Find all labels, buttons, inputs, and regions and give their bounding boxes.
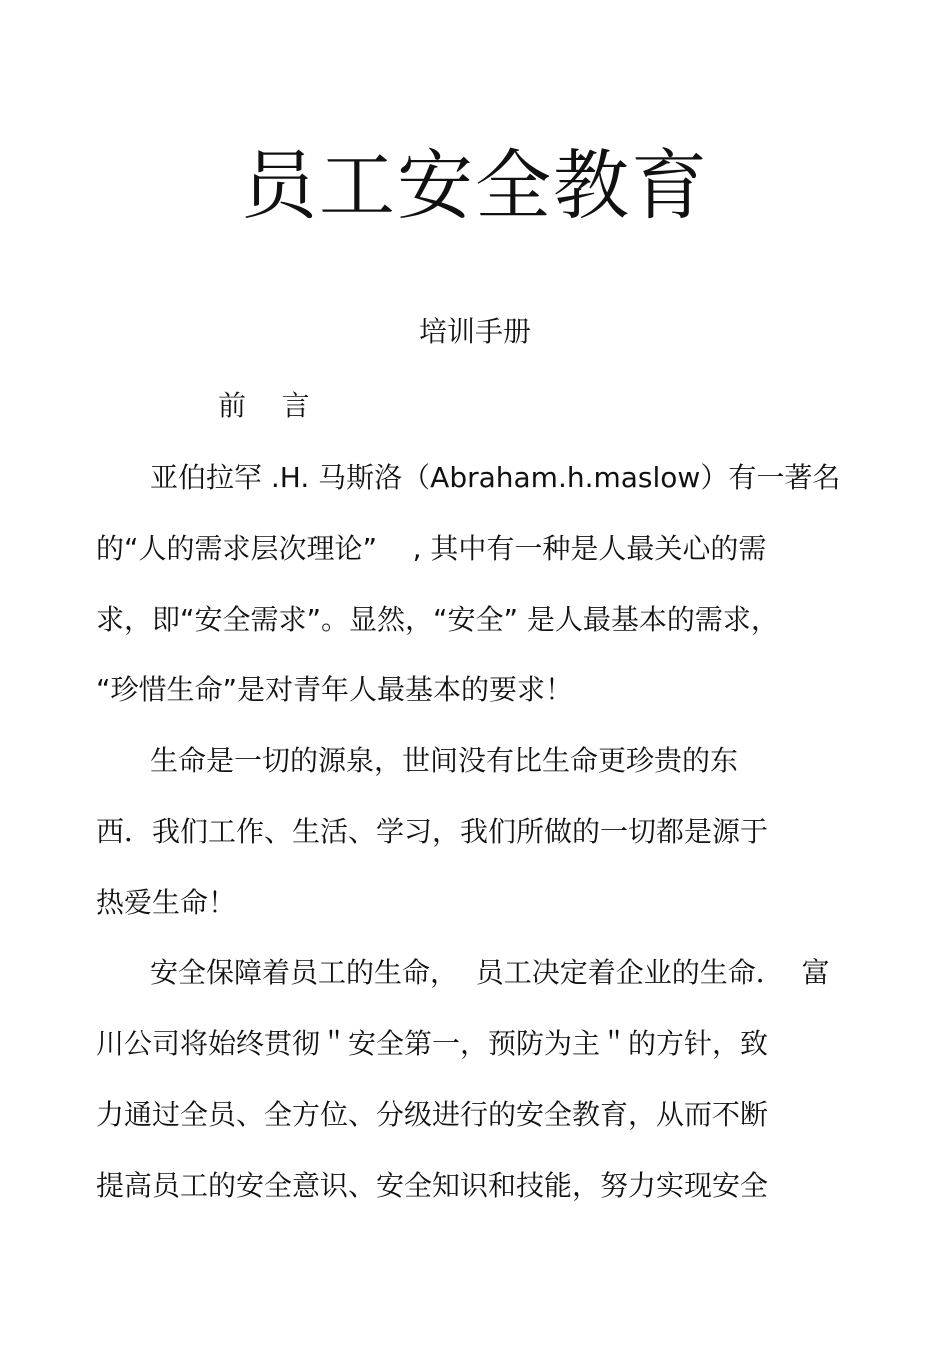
paragraph-3-line-2: 川公司将始终贯彻＂安全第一，预防为主＂的方针，致 xyxy=(96,1027,769,1060)
paragraph-1-line-3: 求，即“安全需求”。显然，“安全” 是人最基本的需求， xyxy=(96,603,779,636)
paragraph-1-line-2: 的“人的需求层次理论” , 其中有一种是人最关心的需 xyxy=(96,532,767,565)
paragraph-1-line-1: 亚伯拉罕 .H. 马斯洛（Abraham.h.maslow）有一著名 xyxy=(150,461,841,494)
paragraph-1-line-4: “珍惜生命”是对青年人最基本的要求！ xyxy=(96,673,574,706)
paragraph-3-line-3: 力通过全员、全方位、分级进行的安全教育，从而不断 xyxy=(96,1098,769,1131)
document-subtitle: 培训手册 xyxy=(418,315,531,348)
document-title: 员工安全教育 xyxy=(241,141,709,230)
paragraph-3-line-4: 提高员工的安全意识、安全知识和技能，努力实现安全 xyxy=(96,1169,769,1202)
paragraph-2-line-2: 西．我们工作、生活、学习，我们所做的一切都是源于 xyxy=(96,815,769,848)
paragraph-2-line-1: 生命是一切的源泉，世间没有比生命更珍贵的东 xyxy=(150,744,739,777)
paragraph-3-line-1: 安全保障着员工的生命， 员工决定着企业的生命． 富 xyxy=(150,956,830,989)
preface-heading: 前 言 xyxy=(218,389,310,422)
paragraph-2-line-3: 热爱生命！ xyxy=(96,886,237,919)
